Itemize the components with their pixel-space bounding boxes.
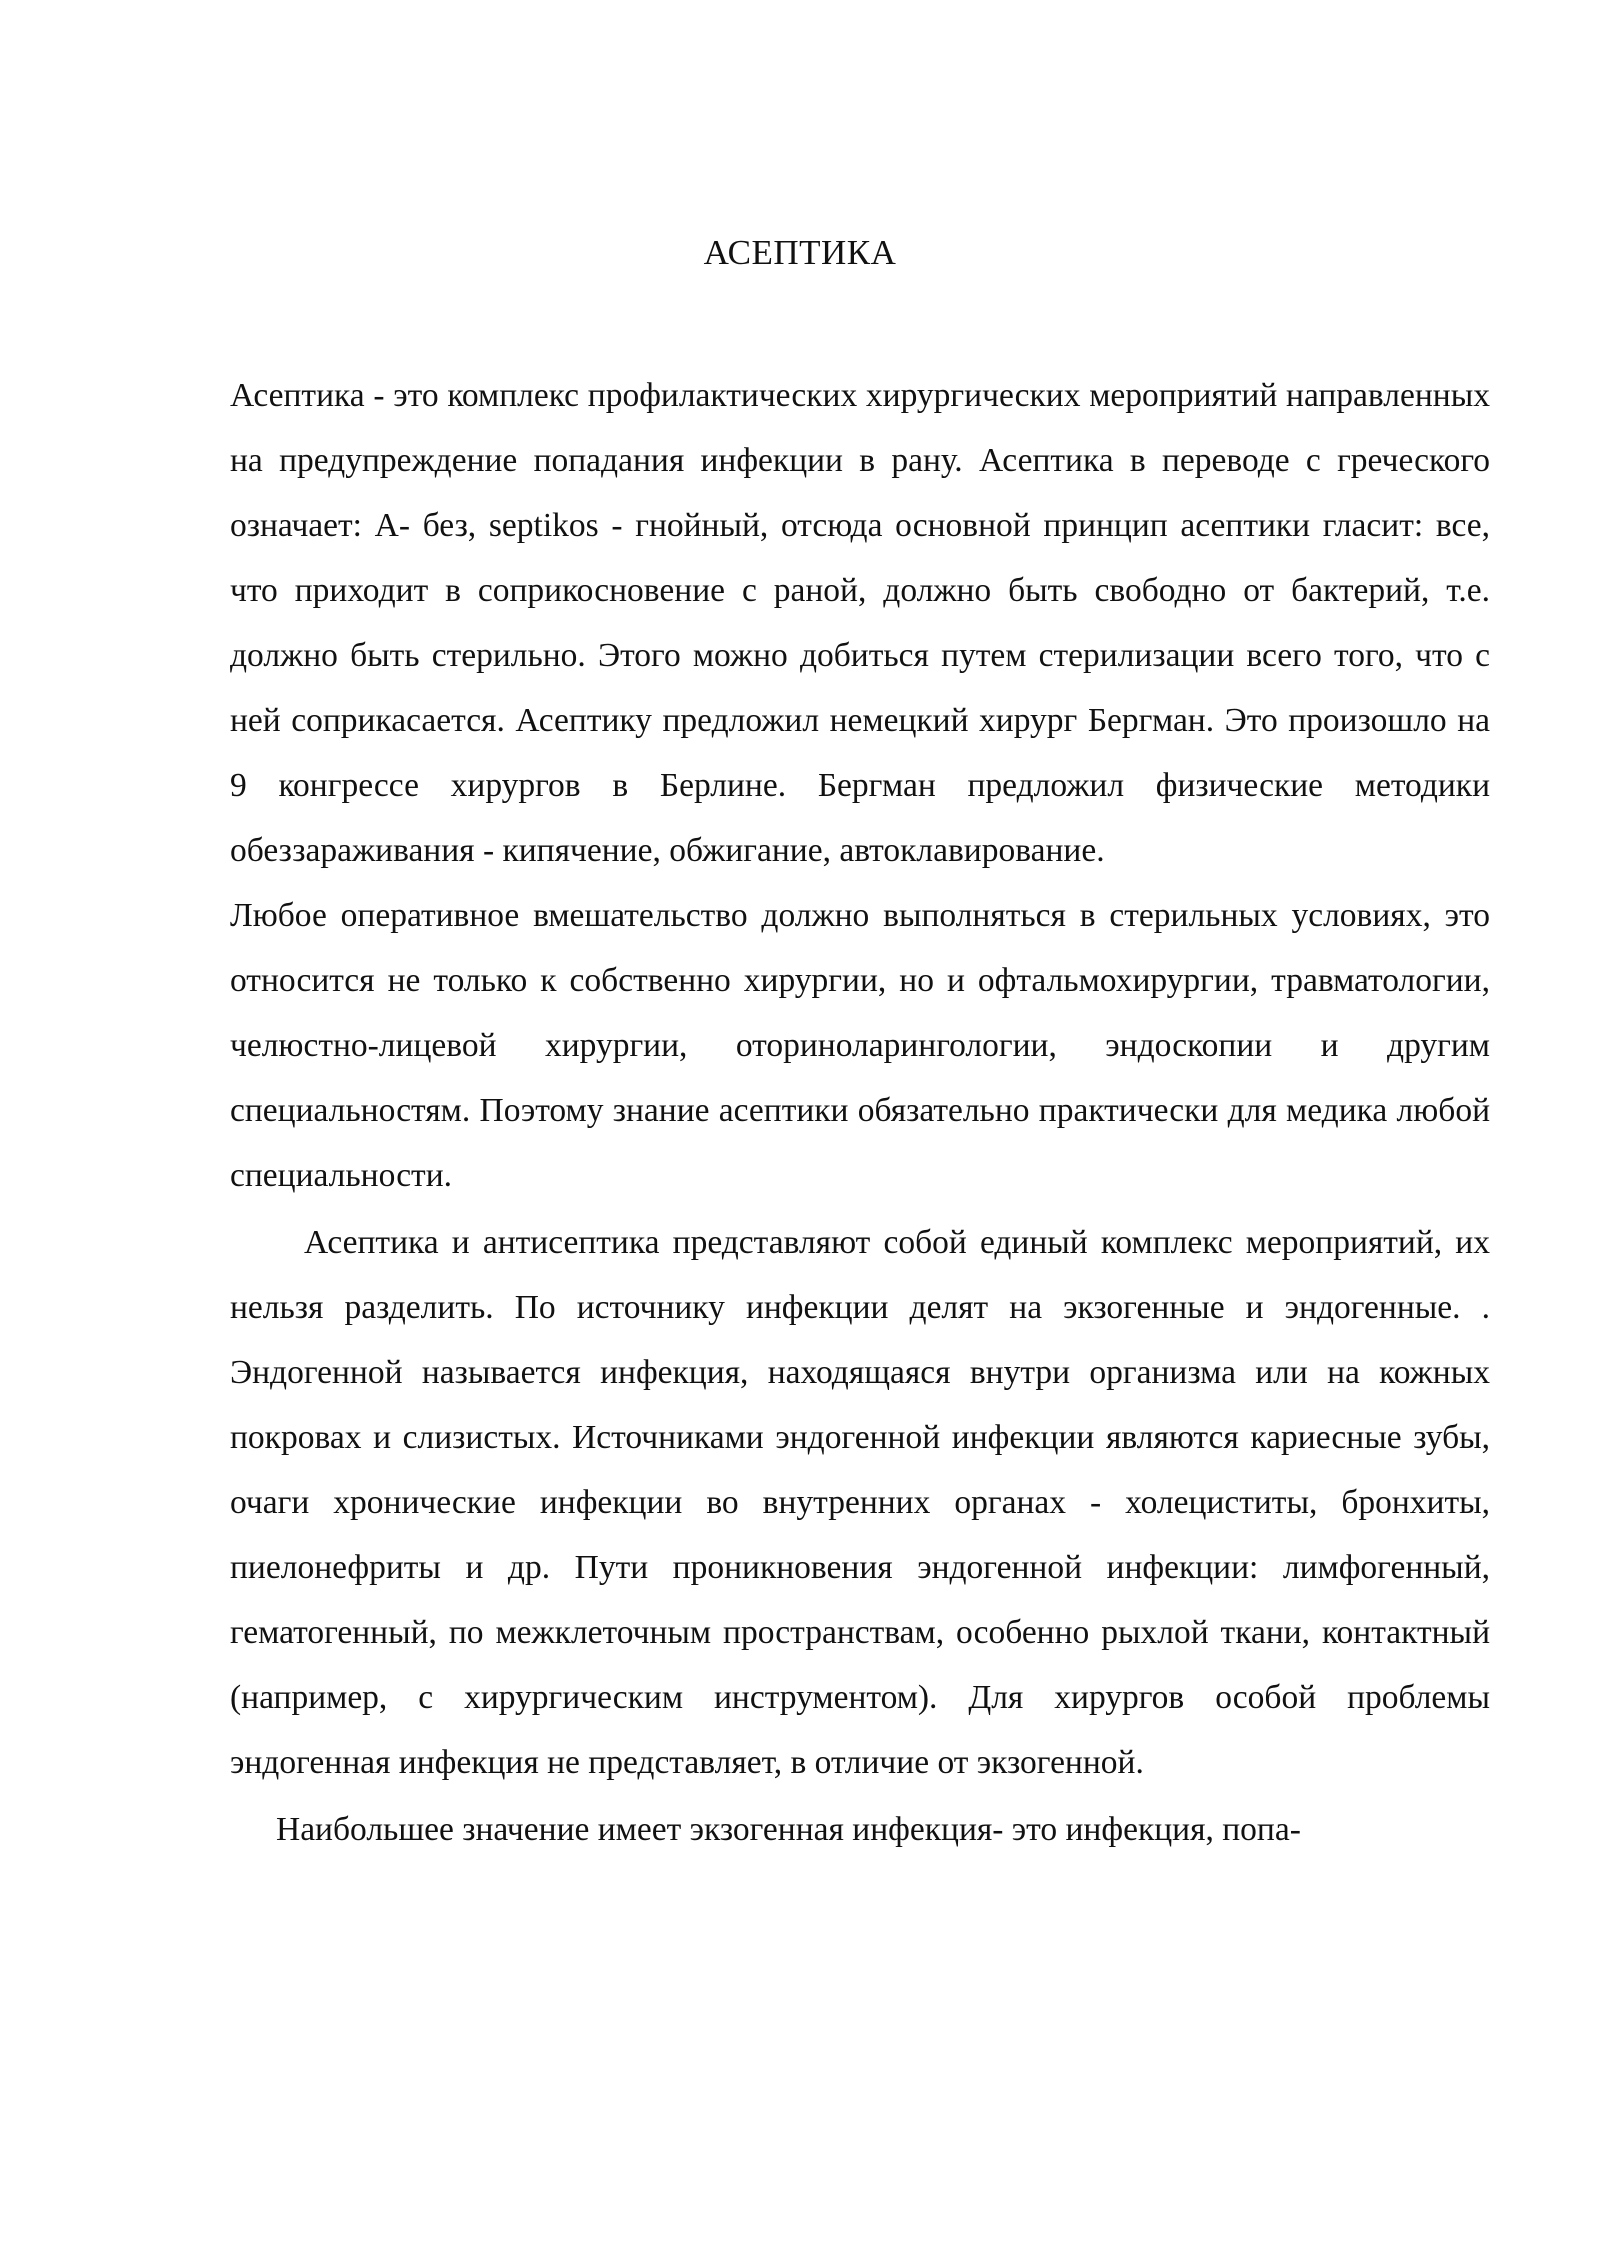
paragraph-1: Асептика - это комплекс профилактических хирургических мероприятий направленных на предупреждение попадания инфекции в рану. Асептика в переводе с греческого означает: А- без, septikos - гнойный, отсюда основной принцип асептики гласит: все, что приходит в соприкосновение с раной, должно быть свободно от бактерий, т.е. должно быть стерильно. Этого можно добиться путем стерилизации всего того, что с ней соприкасается. Асептику предложил немецкий хирург Бергман. Это произошло на 9 конгрессе хирургов в Берлине. Бергман предложил физические методики обеззараживания - кипячение, обжигание, автоклавирование. bbox=[230, 377, 1490, 869]
paragraph-2: Любое оперативное вмешательство должно выполняться в стерильных условиях, это относится не только к собственно хирургии, но и офтальмохирургии, травматологии, челюстно-лицевой хирургии, оториноларингологии, эндоскопии и другим специальностям. Поэтому знание асептики обязательно практически для медика любой специальности. bbox=[230, 897, 1490, 1194]
document-body bbox=[230, 363, 1490, 1862]
paragraph-3: Асептика и антисептика представляют собой единый комплекс мероприятий, их нельзя разделить. По источнику инфекции делят на экзогенные и эндогенные. . Эндогенной называется инфекция, находящаяся внутри организма или на кожных покровах и слизистых. Источниками эндогенной инфекции являются кариесные зубы, очаги хронические инфекции во внутренних органах - холециститы, бронхиты, пиелонефриты и др. Пути проникновения эндогенной инфекции: лимфогенный, гематогенный, по межклеточным пространствам, особенно рыхлой ткани, контактный (например, с хирургическим инструментом). Для хирургов особой проблемы эндогенная инфекция не представляет, в отличие от экзогенной. bbox=[230, 1224, 1490, 1781]
page-title: АСЕПТИКА bbox=[703, 233, 897, 272]
paragraph-4: Наибольшее значение имеет экзогенная инфекция- это инфекция, попа- bbox=[276, 1811, 1301, 1848]
